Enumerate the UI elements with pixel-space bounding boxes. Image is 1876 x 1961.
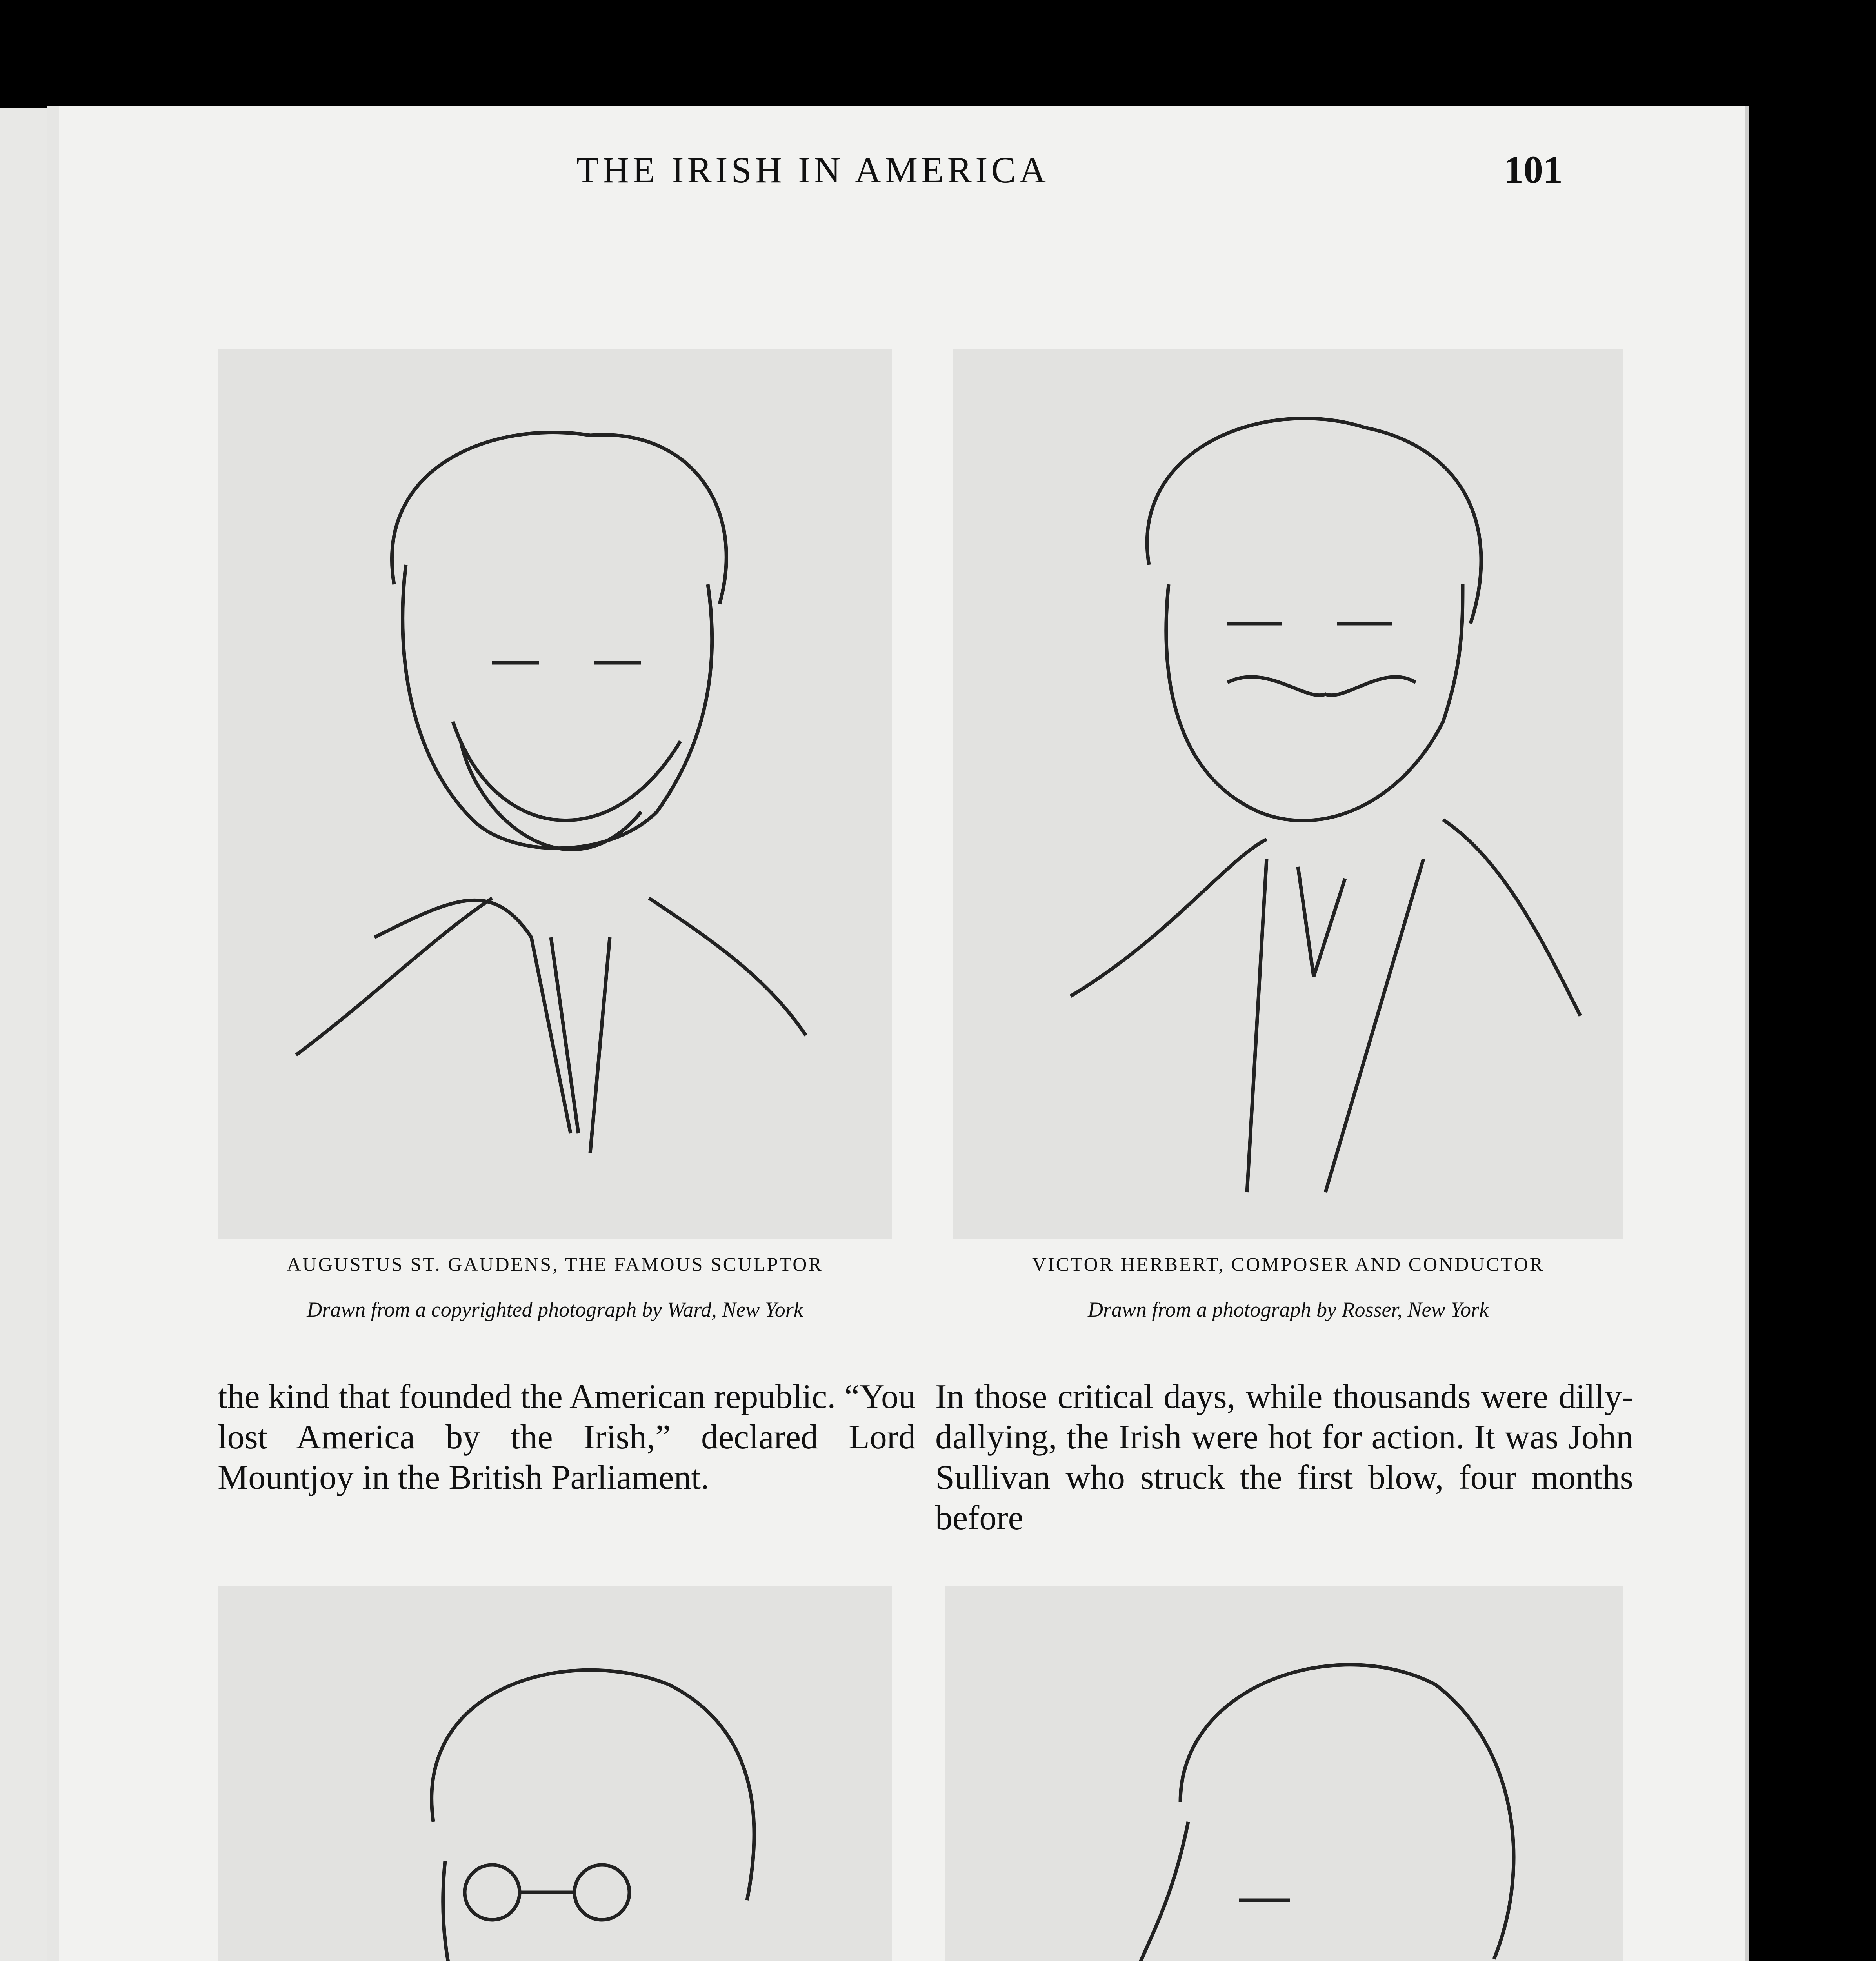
portrait-finley-peter-dunne: [218, 1586, 892, 1961]
figure-2-caption: [949, 1249, 1627, 1321]
figure-2-credit: Drawn from a photograph by Rosser, New York: [1087, 1298, 1489, 1321]
figure-2-title: VICTOR HERBERT, COMPOSER AND CONDUCTOR: [1032, 1253, 1545, 1275]
figure-1-title: AUGUSTUS ST. GAUDENS, THE FAMOUS SCULPTOR: [287, 1253, 823, 1275]
portrait-edward-gay: [945, 1586, 1623, 1961]
page-number: 101: [1504, 148, 1563, 191]
portrait-sketch: [953, 349, 1623, 1239]
body-text-right: In those critical days, while thousands were dilly-dallying, the Irish were hot for action. It was John Sullivan who struck the first blow, four months before: [935, 1378, 1633, 1537]
portrait-augustus-st-gaudens: [218, 349, 892, 1239]
running-head: THE IRISH IN AMERICA: [576, 150, 1050, 191]
portrait-sketch: [218, 1586, 892, 1961]
facing-page-edge: [0, 108, 60, 1961]
portrait-victor-herbert: [953, 349, 1623, 1239]
figure-1-credit: Drawn from a copyrighted photograph by Ward, New York: [307, 1298, 803, 1321]
portrait-sketch: [218, 349, 892, 1239]
body-text-left: the kind that founded the American republic. “You lost America by the Irish,” declared Lord Mountjoy in the British Parliament.: [218, 1378, 916, 1497]
portrait-sketch: [945, 1586, 1623, 1961]
figure-1-caption: [218, 1249, 892, 1321]
